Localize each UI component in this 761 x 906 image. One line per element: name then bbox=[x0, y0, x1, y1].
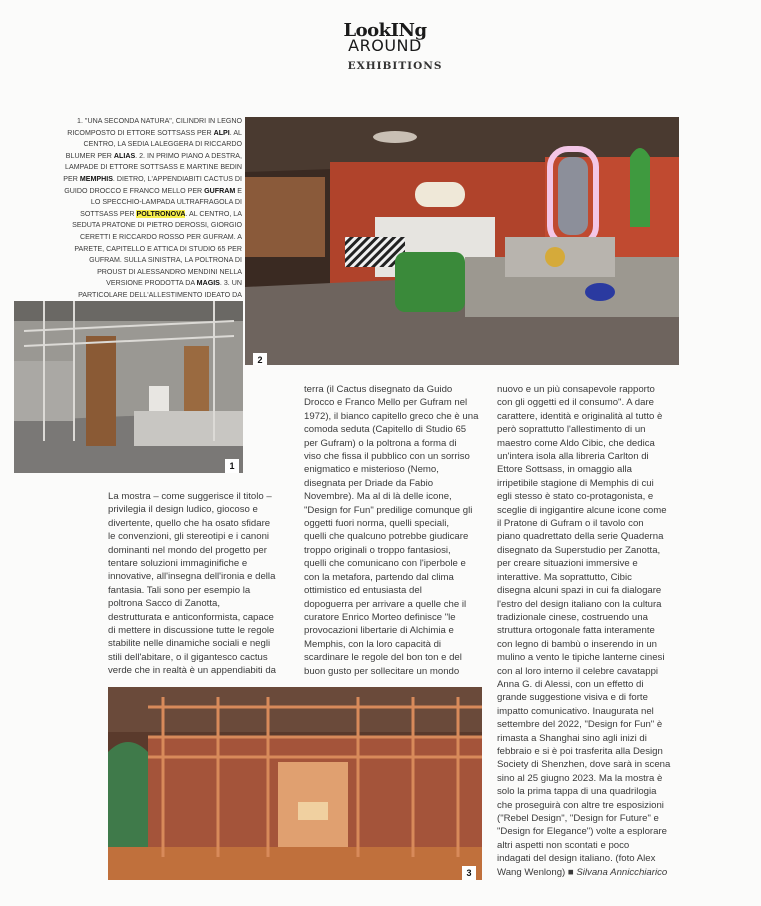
caption-text: E LO SPECCHIO-LAMPADA ULTRAFRAGOLA DI SOTTSASS PER bbox=[80, 186, 242, 218]
article-line: "Design for Elegance") volte a esplorare bbox=[497, 826, 667, 838]
article-line: disegnata per Driade da Fabio bbox=[304, 477, 434, 489]
article-line: tentare soluzioni immaginifiche e bbox=[108, 558, 248, 570]
article-line: Ettore Sottsass, in omaggio alla bbox=[497, 464, 632, 476]
article-line: stabilite nelle dinamiche sociali e negli bbox=[108, 638, 271, 650]
article-line: rimasta a Shanghai sino agli inizi di bbox=[497, 732, 647, 744]
article-line: sino al 25 giugno 2023. Ma la mostra è bbox=[497, 772, 663, 784]
article-line: con legno di bambù o inserendo in un bbox=[497, 638, 658, 650]
article-line: innovative, all'insegna dell'ironia e della bbox=[108, 571, 276, 583]
article-line: divertente, quello che ha osato sfidare bbox=[108, 517, 271, 529]
article-line: però soprattutto l'allestimento di un bbox=[497, 424, 646, 436]
article-line: mulino a vento le tipiche lanterne cinesi bbox=[497, 652, 665, 664]
figure-number-badge: 3 bbox=[462, 866, 476, 880]
article-line: Anna G. di Alessi, con un effetto di bbox=[497, 678, 644, 690]
caption-text: 1. "UNA SECONDA NATURA", CILINDRI IN LEGNO RICOMPOSTO DI ETTORE SOTTSASS PER bbox=[67, 117, 242, 137]
article-line: Drocco e Franco Mello per Gufram nel bbox=[304, 397, 468, 409]
caption-text: . 3. UN PARTICOLARE DELL'ALLESTIMENTO IDEATO DA bbox=[78, 279, 242, 299]
article-line: il Pratone di Gufram o il tavolo con bbox=[497, 518, 644, 530]
caption-text: . 2. IN PRIMO PIANO A DESTRA, LAMPADE DI ETTORE SOTTSASS E MARTINE BEDIN PER bbox=[63, 151, 242, 183]
article-line: ("Rebel Design", "Design for Future" e bbox=[497, 813, 659, 824]
article-line: curatore Enrico Morteo definisce "le bbox=[304, 611, 456, 623]
figure-number-badge: 1 bbox=[225, 459, 239, 473]
article-column-3 bbox=[497, 383, 683, 879]
article-line: scardinare le regole del bon ton e del bbox=[304, 652, 462, 664]
article-line: nuovo e un più consapevole rapporto bbox=[497, 384, 655, 395]
article-line: febbraio e si è poi trasferita alla Design bbox=[497, 745, 663, 757]
photo-1-exhibition-columns bbox=[14, 301, 243, 473]
caption-text: . AL CENTRO, LA SEDUTA PRATONE DI PIETRO DEROSSI, GIORGIO CERETTI E RICCARDO ROSSO PER GUFRAM. A PARETE, CAPITELLO E ATTICA DI STUDIO 65 PER GUFRAM. SULLA SINISTRA, LA POLTRONA DI PROUST DI ALESSANDRO MENDINI NELLA VERSIONE PRODOTTA DA bbox=[72, 209, 242, 288]
article-line: buon gusto per sollecitare un mondo bbox=[304, 665, 460, 677]
caption-text: . DIETRO, L'APPENDIABITI CACTUS DI GUIDO DROCCO E FRANCO MELLO PER bbox=[64, 174, 242, 195]
article-line: quelli che qualcuno potrebbe giudicare bbox=[304, 531, 469, 543]
article-line: piano quadrettato della serie Quaderna bbox=[497, 531, 664, 543]
caption-brand-name: ALIAS bbox=[113, 151, 136, 160]
section-title: EXHIBITIONS bbox=[347, 60, 443, 72]
caption-text: . AL CENTRO, LA SEDIA LALEGGERA DI RICCARDO BLUMER PER bbox=[65, 128, 242, 160]
article-line: dopoguerra per arrivare a quelle che il bbox=[304, 598, 467, 610]
caption-brand-name: ALPI bbox=[213, 128, 230, 137]
article-line: grande suggestione visiva e di forte bbox=[497, 692, 648, 704]
article-line: irripetibile stagione di Memphis di cui bbox=[497, 477, 654, 489]
article-line: indagati del design italiano. (foto Alex bbox=[497, 853, 656, 865]
photo-3-bamboo-structure bbox=[108, 687, 482, 880]
article-line: Society di Shenzhen, dove sarà in scena bbox=[497, 759, 671, 771]
article-line: provocazioni libertarie di Alchimia e bbox=[304, 625, 454, 637]
article-line: Memphis, con la loro capacità di bbox=[304, 638, 442, 650]
article-line: carattere, identità e originalità al tutto è bbox=[497, 410, 663, 422]
article-line: stili dell'abitare, o il gigantesco cactus bbox=[108, 651, 268, 663]
article-column-1 bbox=[108, 490, 294, 678]
article-line: con al loro interno il celebre cavatappi bbox=[497, 665, 659, 677]
magazine-section-logo-subtitle: AROUND bbox=[348, 36, 422, 55]
article-column-2 bbox=[304, 383, 490, 678]
article-line: "Design for Fun" predilige comunque gli bbox=[304, 504, 473, 516]
article-line: con la metafora, partendo dal clima bbox=[304, 571, 454, 583]
article-line: per creare situazioni immersive e bbox=[497, 558, 638, 570]
article-line: interattive. Ma soprattutto, Cibic bbox=[497, 571, 632, 583]
caption-brand-name: POLTRONOVA bbox=[136, 209, 186, 218]
article-line: maestro come Aldo Cibic, che dedica bbox=[497, 437, 655, 449]
article-line: verde che in realtà è un appendiabiti da bbox=[108, 665, 277, 677]
photo-2-illustration bbox=[245, 117, 679, 365]
magazine-section-logo: LookINg bbox=[343, 20, 427, 41]
article-line: oggetti fuori norma, quelli speciali, bbox=[304, 518, 450, 530]
article-line: impatto comunicativo. Inaugurata nel bbox=[497, 705, 654, 717]
photo-3-illustration bbox=[108, 687, 482, 880]
article-line: di mettere in discussione tutte le regole bbox=[108, 625, 275, 637]
article-line: enigmatico e misterioso (Nemo, bbox=[304, 464, 439, 476]
caption-brand-name: GUFRAM bbox=[204, 186, 236, 195]
article-line: disegna alcuni spazi in cui fa dialogare bbox=[497, 585, 662, 597]
article-line: poltrona Sacco di Zanotta, bbox=[108, 598, 220, 610]
article-line: l'estro del design italiano con la cultura bbox=[497, 598, 662, 610]
article-line: disegnato da Superstudio per Zanotta, bbox=[497, 544, 661, 556]
article-line: un'intera isola alla libreria Carlton di bbox=[497, 451, 649, 463]
article-line: fantasia. Tali sono per esempio la bbox=[108, 584, 251, 596]
article-signature-line bbox=[497, 866, 683, 879]
article-line: Novembre). Ma al di là delle icone, bbox=[304, 491, 452, 503]
article-line: egli stesso è stato co-protagonista, e bbox=[497, 491, 654, 503]
article-line: comoda seduta (Capitello di Studio 65 bbox=[304, 424, 467, 436]
article-line: le convenzioni, gli stereotipi e i canoni bbox=[108, 531, 270, 543]
figure-number-badge: 2 bbox=[253, 353, 267, 365]
author-name: Silvana Annicchiarico bbox=[576, 866, 668, 878]
article-line: altri aspetti non scontati e poco bbox=[497, 839, 630, 851]
article-line: struttura ortogonale fatta interamente bbox=[497, 625, 655, 637]
photo-caption bbox=[60, 116, 242, 325]
article-line: settembre del 2022, "Design for Fun" è bbox=[497, 719, 663, 731]
article-line: con gli oggetti ed il consumo". A dare bbox=[497, 397, 655, 409]
article-line: La mostra – come suggerisce il titolo – bbox=[108, 491, 272, 502]
photo-2-exhibition-hall bbox=[245, 117, 679, 365]
article-line: che proseguirà con altre tre esposizioni bbox=[497, 799, 664, 811]
article-line: 1972), il bianco capitello greco che è una bbox=[304, 410, 479, 422]
article-line: destrutturata e anticonformista, capace bbox=[108, 611, 274, 623]
article-line: ottimistico ed entusiasta del bbox=[304, 585, 422, 597]
article-line: viso che fissa il pubblico con un sorriso bbox=[304, 451, 470, 463]
article-line: tradizionale cinese, costruendo una bbox=[497, 611, 648, 623]
caption-brand-name: MEMPHIS bbox=[79, 174, 113, 183]
article-line: dominanti nel mondo del progetto per bbox=[108, 544, 267, 556]
photo-1-illustration bbox=[14, 301, 243, 473]
photo-credit-end: Wang Wenlong) ■ bbox=[497, 866, 577, 878]
article-line: per Gufram) o la poltrona a forma di bbox=[304, 437, 457, 449]
article-line: troppo originali o troppo fantasiosi, bbox=[304, 544, 451, 556]
caption-brand-name: MAGIS bbox=[196, 279, 220, 288]
article-line: sceglie di ingigantire alcune icone come bbox=[497, 504, 667, 516]
article-line: solo la prima tappa di una quadrilogia bbox=[497, 786, 657, 798]
article-line: privilegia il design ludico, giocoso e bbox=[108, 504, 258, 516]
article-line: terra (il Cactus disegnato da Guido bbox=[304, 384, 453, 395]
article-line: quelli che comunicano con l'iperbole e bbox=[304, 558, 466, 570]
